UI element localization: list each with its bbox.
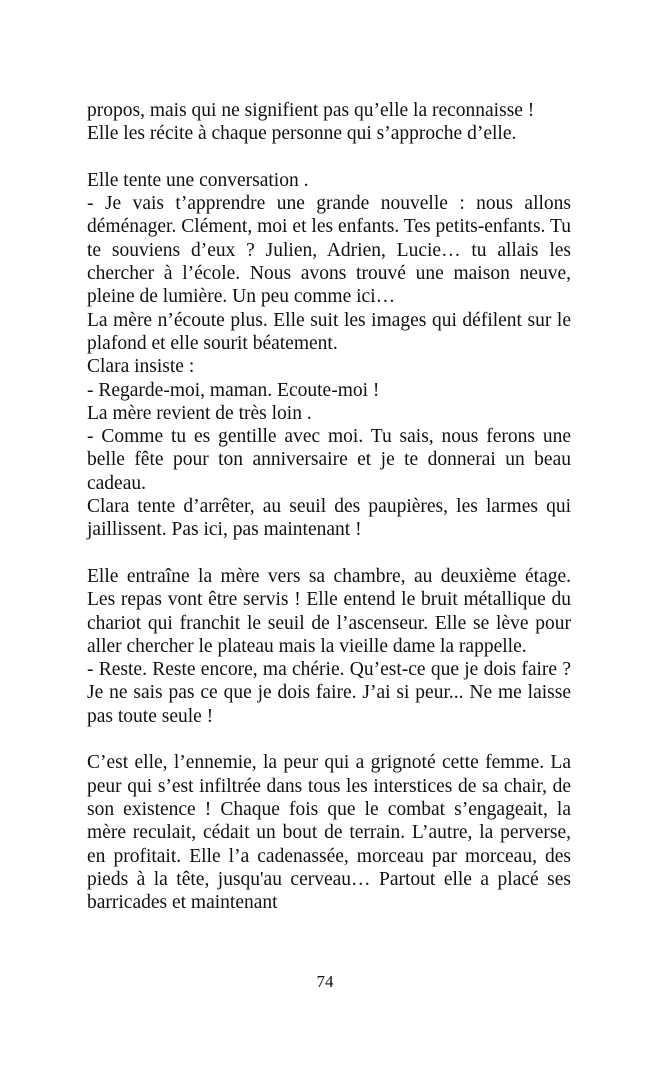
text-line: Elle les récite à chaque personne qui s’approche d’elle. [87, 123, 517, 145]
paragraph-gap [87, 146, 571, 169]
text-line: - Regarde-moi, maman. Ecoute-moi ! [87, 379, 380, 401]
page-body [87, 99, 576, 914]
text-line: Clara insiste : [87, 356, 195, 378]
text-line: Clara tente d’arrêter, au seuil des paupières, les larmes qui jaillissent. Pas ici, pas maintenant ! [87, 496, 576, 541]
paragraph-1 [87, 99, 571, 146]
text-line: - Je vais t’apprendre une grande nouvelle : nous allons déménager. Clément, moi et les enfants. Tes petits-enfants. Tu te souviens d’eux ? Julien, Adrien, Lucie… tu allais les chercher à l’école. Nous avons trouvé une maison neuve, pleine de lumière. Un peu comme ici… [87, 193, 576, 308]
text-line: Elle tente une conversation . [87, 169, 309, 191]
paragraph-gap [87, 728, 571, 751]
text-line: La mère revient de très loin . [87, 402, 312, 424]
text-line: propos, mais qui ne signifient pas qu’elle la reconnaisse ! [87, 100, 535, 121]
text-line: - Comme tu es gentille avec moi. Tu sais, nous ferons une belle fête pour ton anniversaire et je te donnerai un beau cadeau. [87, 426, 576, 494]
text-line: Elle entraîne la mère vers sa chambre, au deuxième étage. Les repas vont être servis ! Elle entend le bruit métallique du chariot qui franchit le seuil de l’ascenseur. Elle se lève pour aller chercher le plateau mais la vieille dame la rappelle. [87, 565, 576, 657]
text-line: - Reste. Reste encore, ma chérie. Qu’est-ce que je dois faire ? Je ne sais pas ce que je dois faire. J’ai si peur... Ne me laisse pas toute seule ! [87, 659, 576, 727]
paragraph-gap [87, 542, 571, 565]
text-line: C’est elle, l’ennemie, la peur qui a grignoté cette femme. La peur qui s’est infiltrée dans tous les interstices de sa chair, de son existence ! Chaque fois que le combat s’engageait, la mère reculait, cédait un bout de terrain. L’autre, la perverse, en profitait. Elle l’a cadenassée, morceau par morceau, des pieds à la tête, jusqu'au cerveau… Partout elle a placé ses barricades et maintenant [87, 752, 576, 914]
paragraph-2 [87, 169, 576, 542]
paragraph-3 [87, 565, 576, 728]
paragraph-4 [87, 751, 576, 914]
page-number: 74 [316, 972, 334, 991]
text-line: La mère n’écoute plus. Elle suit les images qui défilent sur le plafond et elle sourit béatement. [87, 309, 576, 354]
